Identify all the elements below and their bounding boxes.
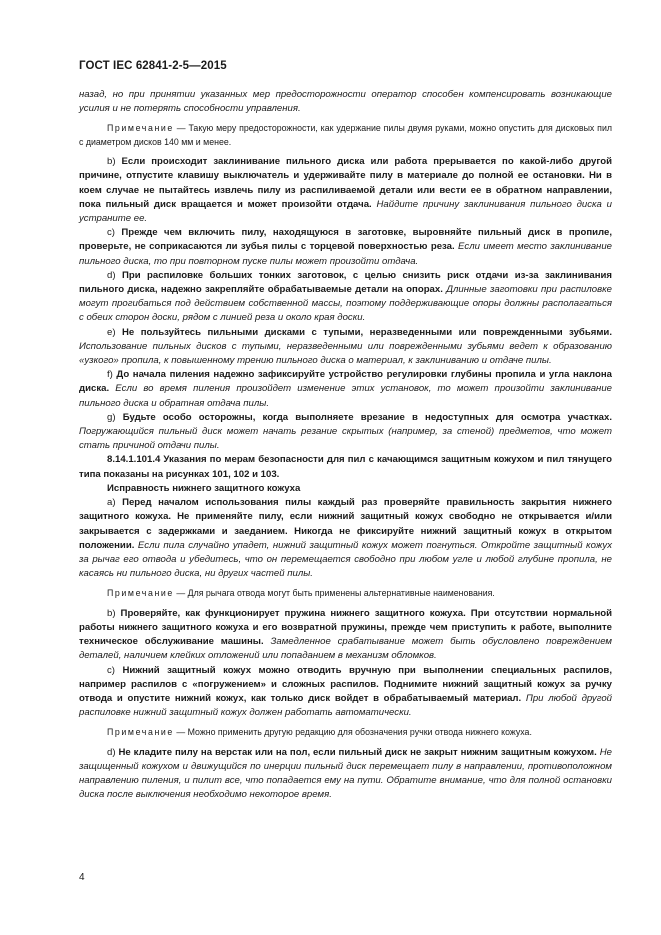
item-bold-text: Прежде чем включить пилу, находящуюся в заготовке, выровняйте пильный диск в пропиле, проверьте, не соприкасаются ли зубья пилы с торцевой поверхностью реза. <box>79 227 612 253</box>
item-d <box>79 269 612 326</box>
item-bold-text: Проверяйте, как функционирует пружина нижнего защитного кожуха. При отсутствии нормальной работы нижнего защитного кожуха и его возвратной пружины, прежде чем приступить к работе, выполните техническое обслуживание машины. <box>79 607 612 648</box>
item-italic-text: Если во время пиления произойдет изменение этих установок, то может произойти заклинивание пильного диска и обратная отдача пилы. <box>79 383 612 409</box>
item-prefix: e) <box>107 326 122 338</box>
item-prefix: b) <box>107 607 121 619</box>
item-f <box>79 368 612 411</box>
clause-heading: 8.14.1.101.4 Указания по мерам безопасности для пил с качающимся защитным кожухом и пил тянущего типа показаны на рисунках 101, 102 и 103. <box>79 454 612 480</box>
item-bold-text: Нижний защитный кожух можно отводить вручную при выполнении специальных распилов, например распилов с «погружением» и сложных распилов. Поднимите нижний защитный кожух за ручку отвода и опустите нижний кожух, как только диск войдет в обрабатываемый материал. <box>79 664 612 704</box>
item-prefix: c) <box>107 664 123 676</box>
note-2 <box>79 587 612 600</box>
note-label: Примечание <box>107 123 174 134</box>
paragraph-continuation: назад, но при принятии указанных мер предосторожности оператор способен компенсировать возникающие усилия и не потерять способности управления. <box>79 89 612 115</box>
item-prefix: d) <box>107 269 122 281</box>
item-b <box>79 155 612 226</box>
note-text: — Для рычага отвода могут быть применены альтернативные наименования. <box>173 588 495 599</box>
document-body <box>79 88 612 803</box>
item-italic-text: При любой другой распиловке нижний защитный кожух должен работать автоматически. <box>79 692 612 719</box>
item-bold-text: Будьте особо осторожны, когда выполняете врезание в недоступных для осмотра участках. <box>122 411 612 423</box>
item-prefix: c) <box>107 227 122 239</box>
note-text: — Можно применить другую редакцию для обозначения ручки отвода нижнего кожуха. <box>173 727 532 738</box>
subsection-heading: Исправность нижнего защитного кожуха <box>107 482 301 494</box>
item-d-guard <box>79 746 612 803</box>
item-bold-text: До начала пиления надежно зафиксируйте устройство регулировки глубины пропила и угла наклона диска. <box>79 369 612 395</box>
note-3 <box>79 726 612 739</box>
note-label: Примечание <box>107 588 174 599</box>
item-bold-text: Перед началом использования пилы каждый раз проверяйте правильность закрытия нижнего защитного кожуха. Не применяйте пилу, если нижний защитный кожух свободно не открывается и/или закрывается с задержками и заеданием. Никогда не фиксируйте нижний защитный кожух в открытом положении. <box>79 497 612 551</box>
item-b-guard <box>79 607 612 664</box>
note-label: Примечание <box>107 727 174 738</box>
item-bold-text: При распиловке больших тонких заготовок, с целью снизить риск отдачи из-за заклинивания пильного диска, надежно закрепляйте обрабатываемые детали на опорах. <box>79 269 612 296</box>
note-1 <box>79 122 612 149</box>
item-italic-text: Если пила случайно упадет, нижний защитный кожух может погнуться. Откройте защитный кожух за рычаг его отвода и убедитесь, что он перемещается свободно при любом угле и любой глубине пропила, не касаясь ни пильного диска, ни других частей пилы. <box>79 539 612 580</box>
item-italic-text: Длинные заготовки при распиловке могут прогибаться под действием собственной массы, поэтому поддерживающие опоры должны располагаться с обеих сторон доски, рядом с линией реза и около края доски. <box>79 284 612 324</box>
item-a-guard <box>79 496 612 581</box>
item-prefix: d) <box>107 746 119 758</box>
item-bold-text: Не пользуйтесь пильными дисками с тупыми, неразведенными или поврежденными зубьями. <box>121 326 612 338</box>
item-c <box>79 226 612 269</box>
item-prefix: b) <box>107 156 122 168</box>
item-bold-text: Не кладите пилу на верстак или на пол, если пильный диск не закрыт нижним защитным кожухом. <box>118 746 597 758</box>
document-header: ГОСТ IEC 62841-2-5—2015 <box>79 60 227 72</box>
item-italic-text: Если имеет место заклинивание пильного диска, то при повторном пуске пилы может произойти отдача. <box>79 241 612 267</box>
item-prefix: g) <box>107 411 123 423</box>
item-italic-text: Найдите причину заклинивания пильного диска и устраните ее. <box>79 198 612 225</box>
note-text: — Такую меру предосторожности, как удержание пилы двумя руками, можно опустить для дисковых пил с диаметром дисков 140 мм и менее. <box>79 123 612 147</box>
item-e <box>79 326 612 369</box>
item-italic-text: Погружающийся пильный диск может начать резание скрытых (например, за стеной) предметов, что может стать причиной отдачи пилы. <box>79 426 612 452</box>
item-c-guard <box>79 664 612 721</box>
item-italic-text: Использование пильных дисков с тупыми, неразведенными или поврежденными зубьями ведет к образованию «узкого» пропила, к повышенному трению пильного диска о материал, к заклиниванию и отдаче пилы. <box>79 340 612 367</box>
item-g <box>79 411 612 454</box>
page-number: 4 <box>79 872 85 883</box>
item-italic-text: Замедленное срабатывание может быть обусловлено повреждением деталей, наличием клейких отложений или попаданием в механизм обломков. <box>79 636 613 662</box>
item-bold-text: Если происходит заклинивание пильного диска или работа прерывается по какой-либо другой причине, отпустите клавишу выключатель и удерживайте пилу в материале до полной ее остановки. Ни в коем случае не пытайтесь извлечь пилу из распиливаемой детали или вести ее в обратном направлении, пока пильный диск вращается и может произойти отдача. <box>79 156 612 210</box>
item-prefix: f) <box>107 369 117 381</box>
item-prefix: a) <box>107 497 123 509</box>
item-italic-text: Не защищенный кожухом и движущийся по инерции пильный диск перемещает пилу в направлении, противоположном направлению пиления, и пилит все, что попадается ему на пути. Обратите внимание, что для полной остановки диска после выключения необходимо некоторое время. <box>79 746 612 801</box>
